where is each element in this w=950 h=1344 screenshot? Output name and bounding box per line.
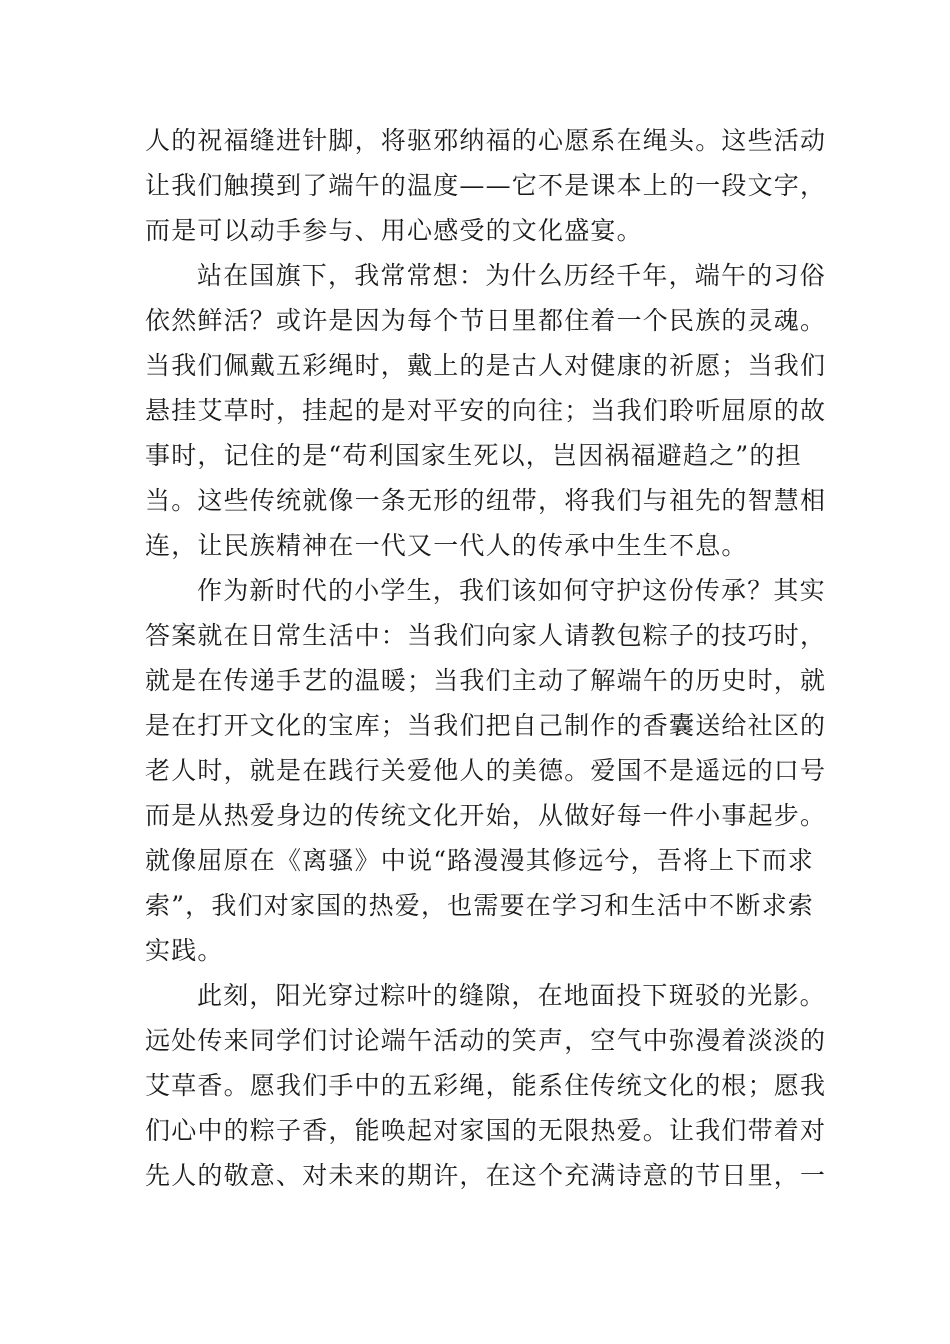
text-line: 让我们触摸到了端午的温度——它不是课本上的一段文字， [145, 171, 827, 200]
text-line: 依然鲜活？或许是因为每个节日里都住着一个民族的灵魂。 [145, 306, 827, 335]
text-line: 艾草香。愿我们手中的五彩绳，能系住传统文化的根；愿我 [145, 1071, 827, 1100]
text-line: 人的祝福缝进针脚，将驱邪纳福的心愿系在绳头。这些活动 [145, 126, 827, 155]
text-line: 就是在传递手艺的温暖；当我们主动了解端午的历史时，就 [145, 666, 827, 695]
text-line: 悬挂艾草时，挂起的是对平安的向往；当我们聆听屈原的故 [145, 396, 827, 425]
body-text [145, 118, 827, 1198]
text-line: 远处传来同学们讨论端午活动的笑声，空气中弥漫着淡淡的 [145, 1026, 827, 1055]
text-line: 实践。 [145, 936, 224, 965]
paragraph-first-line: 此刻，阳光穿过粽叶的缝隙，在地面投下斑驳的光影。 [197, 981, 826, 1010]
text-line: 先人的敬意、对未来的期许，在这个充满诗意的节日里，一 [145, 1161, 827, 1190]
text-line: 连，让民族精神在一代又一代人的传承中生生不息。 [145, 531, 748, 560]
text-line: 们心中的粽子香，能唤起对家国的无限热爱。让我们带着对 [145, 1116, 827, 1145]
text-line: 老人时，就是在践行关爱他人的美德。爱国不是遥远的口号 [145, 756, 827, 785]
text-line: 当我们佩戴五彩绳时，戴上的是古人对健康的祈愿；当我们 [145, 351, 827, 380]
text-line: 当。这些传统就像一条无形的纽带，将我们与祖先的智慧相 [145, 486, 827, 515]
text-line: 事时，记住的是“苟利国家生死以，岂因祸福避趋之”的担 [145, 441, 802, 470]
text-line: 而是从热爱身边的传统文化开始，从做好每一件小事起步。 [145, 801, 827, 830]
text-line: 索”，我们对家国的热爱，也需要在学习和生活中不断求索 [145, 891, 814, 920]
paragraph-first-line: 站在国旗下，我常常想：为什么历经千年，端午的习俗 [197, 261, 826, 290]
text-line: 是在打开文化的宝库；当我们把自己制作的香囊送给社区的 [145, 711, 827, 740]
text-line: 答案就在日常生活中：当我们向家人请教包粽子的技巧时， [145, 621, 827, 650]
text-line: 而是可以动手参与、用心感受的文化盛宴。 [145, 216, 643, 245]
text-line: 就像屈原在《离骚》中说“路漫漫其修远兮，吾将上下而求 [145, 846, 814, 875]
paragraph-first-line: 作为新时代的小学生，我们该如何守护这份传承？其实 [197, 576, 826, 605]
